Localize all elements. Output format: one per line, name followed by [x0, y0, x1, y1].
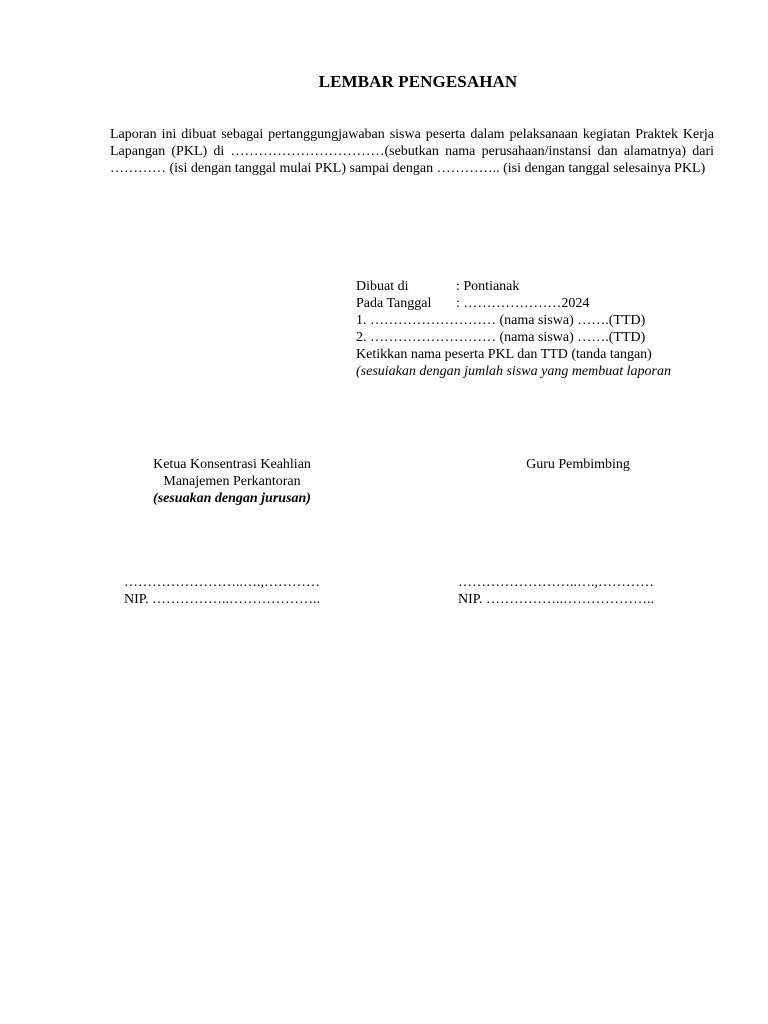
page-title: LEMBAR PENGESAHAN: [318, 72, 518, 91]
student-2-line: 2. ……………………… (nama siswa) …….(TTD): [356, 330, 646, 345]
made-at-label: Dibuat di: [356, 279, 409, 294]
right-signature-header: [480, 456, 676, 473]
date-row: [356, 295, 700, 312]
place-date-block: [356, 278, 700, 380]
made-at-value: : Pontianak: [456, 279, 520, 294]
left-signer-note: (sesuakan dengan jurusan): [153, 491, 311, 506]
made-at-row: [356, 278, 700, 295]
instruction-text: Ketikkan nama peserta PKL dan TTD (tanda tangan): [356, 347, 652, 362]
right-signer-title: Guru Pembimbing: [526, 457, 630, 472]
right-signature-lines: [458, 574, 654, 608]
right-signer-nip: NIP. ……………..………………..: [458, 592, 655, 607]
student-count-note: (sesuiakan dengan jumlah siswa yang membuat laporan: [356, 364, 671, 379]
left-signature-lines: [124, 574, 320, 608]
left-signer-nip: NIP. ……………..………………..: [124, 592, 321, 607]
left-signer-title-1: Ketua Konsentrasi Keahlian: [153, 457, 311, 472]
left-signer-title-2: Manajemen Perkantoran: [163, 474, 301, 489]
left-signer-name-line: ……………………..….,…………: [124, 575, 320, 590]
left-signature-header: [130, 456, 334, 507]
student-1-line: 1. ……………………… (nama siswa) …….(TTD): [356, 313, 646, 328]
intro-paragraph: Laporan ini dibuat sebagai pertanggungjawaban siswa peserta dalam pelaksanaan kegiatan Praktek Kerja Lapangan (PKL) di ……………………………(sebutkan nama perusahaan/instansi dan alamatnya) dari ………… (isi dengan tanggal mulai PKL) sampai dengan ………….. (isi dengan tanggal selesainya PKL): [110, 127, 714, 176]
right-signer-name-line: ……………………..….,…………: [458, 575, 654, 590]
date-label: Pada Tanggal: [356, 296, 432, 311]
date-value: : …………………2024: [456, 296, 590, 311]
